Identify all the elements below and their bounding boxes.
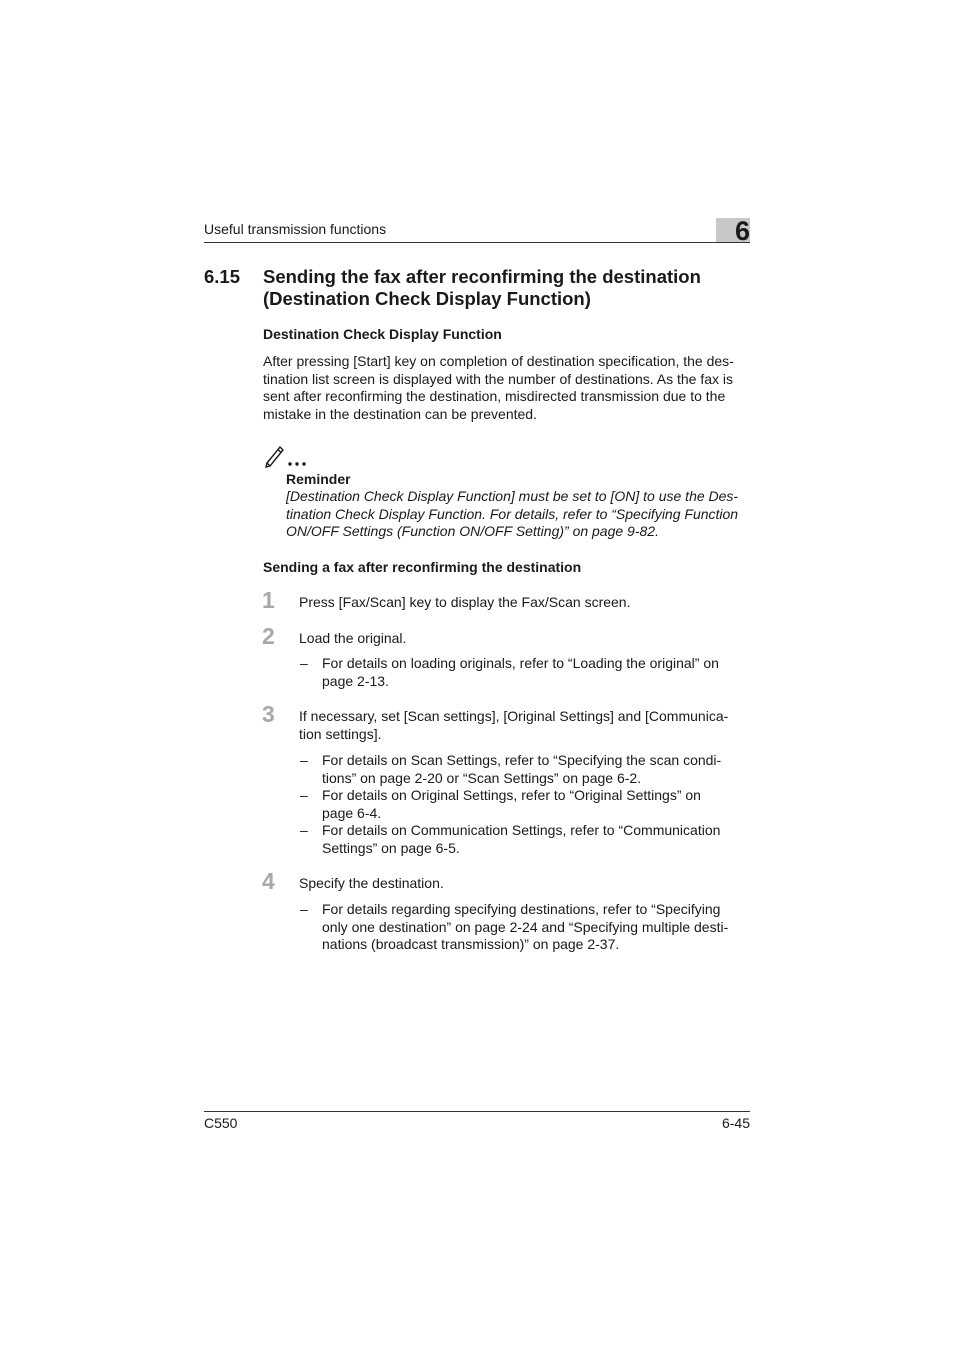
bullet-line: For details on loading originals, refer to “Loading the original” on bbox=[322, 655, 719, 671]
intro-paragraph bbox=[263, 353, 753, 424]
paragraph-line: sent after reconfirming the destination, misdirected transmission due to the bbox=[263, 388, 726, 405]
step-line: If necessary, set [Scan settings], [Original Settings] and [Communica- bbox=[299, 708, 729, 724]
step-line: tion settings]. bbox=[299, 725, 382, 742]
bullet-line: nations (broadcast transmission)” on page 2-37. bbox=[322, 936, 620, 953]
paragraph-line: mistake in the destination can be prevented. bbox=[263, 406, 537, 423]
reminder-line: [Destination Check Display Function] must be set to [ON] to use the Des- bbox=[286, 488, 739, 504]
footer-page-number: 6-45 bbox=[721, 1115, 750, 1131]
reminder-line: tination Check Display Function. For details, refer to “Specifying Function bbox=[286, 505, 739, 522]
reminder-label: Reminder bbox=[286, 471, 351, 487]
step-number: 2 bbox=[262, 623, 275, 649]
section-number: 6.15 bbox=[204, 266, 241, 287]
bullet-line: For details regarding specifying destinations, refer to “Specifying bbox=[322, 901, 721, 917]
bullet-text bbox=[322, 752, 754, 787]
step-text bbox=[299, 594, 754, 612]
bullet-text bbox=[322, 901, 754, 954]
step-number: 4 bbox=[262, 868, 275, 894]
footer-model: C550 bbox=[204, 1115, 238, 1131]
step-line: Specify the destination. bbox=[299, 875, 444, 891]
pencil-icon bbox=[264, 441, 310, 469]
bullet-line: page 6-4. bbox=[322, 804, 382, 821]
bullet-line: tions” on page 2-20 or “Scan Settings” on page 6-2. bbox=[322, 769, 642, 786]
bullet-line: only one destination” on page 2-24 and “Specifying multiple desti- bbox=[322, 918, 729, 935]
bullet-dash: – bbox=[300, 787, 308, 803]
section-title-line: Sending the fax after reconfirming the destination bbox=[263, 266, 701, 287]
bullet-line: page 2-13. bbox=[322, 672, 389, 689]
step-number: 1 bbox=[262, 587, 275, 613]
bullet-dash: – bbox=[300, 822, 308, 838]
section-title bbox=[263, 266, 753, 309]
bullet-text bbox=[322, 655, 754, 690]
reminder-text bbox=[286, 488, 754, 541]
step-text bbox=[299, 875, 754, 893]
step-text bbox=[299, 708, 754, 743]
chapter-number: 6 bbox=[734, 216, 750, 246]
step-line: Load the original. bbox=[299, 630, 407, 646]
step-number: 3 bbox=[262, 701, 275, 727]
bullet-line: For details on Original Settings, refer to “Original Settings” on bbox=[322, 787, 701, 803]
header-rule bbox=[204, 242, 750, 243]
footer-rule bbox=[204, 1111, 750, 1112]
step-line: Press [Fax/Scan] key to display the Fax/Scan screen. bbox=[299, 594, 631, 610]
subsection-heading-sending: Sending a fax after reconfirming the destination bbox=[263, 559, 582, 575]
bullet-dash: – bbox=[300, 655, 308, 671]
subsection-heading-check-display: Destination Check Display Function bbox=[263, 326, 502, 342]
bullet-line: For details on Scan Settings, refer to “Specifying the scan condi- bbox=[322, 752, 722, 768]
reminder-line: ON/OFF Settings (Function ON/OFF Setting)” on page 9-82. bbox=[286, 523, 659, 540]
bullet-text bbox=[322, 787, 754, 822]
running-header: Useful transmission functions bbox=[204, 221, 387, 237]
step-text bbox=[299, 630, 754, 648]
paragraph-line: tination list screen is displayed with the number of destinations. As the fax is bbox=[263, 370, 734, 387]
bullet-text bbox=[322, 822, 754, 857]
paragraph-line: After pressing [Start] key on completion of destination specification, the des- bbox=[263, 353, 734, 369]
bullet-line: For details on Communication Settings, refer to “Communication bbox=[322, 822, 721, 838]
section-title-line: (Destination Check Display Function) bbox=[263, 287, 591, 309]
bullet-line: Settings” on page 6-5. bbox=[322, 839, 460, 856]
bullet-dash: – bbox=[300, 901, 308, 917]
bullet-dash: – bbox=[300, 752, 308, 768]
